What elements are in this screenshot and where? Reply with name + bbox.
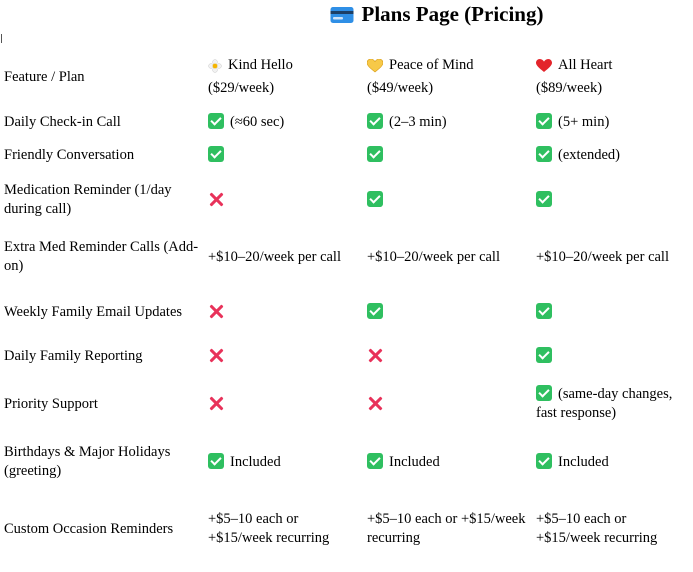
table-row xyxy=(0,342,693,370)
plan-cell xyxy=(363,342,532,370)
cell-text: (≈60 sec) xyxy=(230,113,285,130)
feature-label: Daily Check-in Call xyxy=(4,113,121,130)
yellow-heart-icon xyxy=(367,59,383,73)
cell-text: Included xyxy=(389,453,440,470)
table-row xyxy=(0,282,693,342)
plan-cell: +$5–10 each or +$15/week recurring xyxy=(208,511,330,546)
cross-icon xyxy=(367,395,383,411)
plan-cell xyxy=(532,142,693,168)
table-row xyxy=(0,102,693,142)
plan-name: Kind Hello xyxy=(228,57,293,74)
plan-cell xyxy=(363,168,532,232)
plan-cell xyxy=(532,342,693,370)
check-icon xyxy=(208,453,224,469)
check-icon xyxy=(367,303,383,319)
plan-cell xyxy=(204,168,363,232)
check-icon xyxy=(536,191,552,207)
plan-price: ($49/week) xyxy=(367,79,434,96)
plan-cell xyxy=(363,142,532,168)
check-icon xyxy=(208,113,224,129)
plan-cell xyxy=(204,370,363,438)
feature-label: Custom Occasion Reminders xyxy=(4,520,174,537)
cell-text: Included xyxy=(230,453,281,470)
plan-name: All Heart xyxy=(558,57,613,74)
cell-text: (same-day changes, fast response) xyxy=(536,386,673,421)
header-row xyxy=(0,52,693,102)
plan-name: Peace of Mind xyxy=(389,57,474,74)
plan-header-kind-hello xyxy=(204,52,363,102)
plan-cell: +$10–20/week per call xyxy=(208,248,341,265)
table-row xyxy=(0,168,693,232)
check-icon xyxy=(536,146,552,162)
plan-cell: +$5–10 each or +$15/week recurring xyxy=(536,511,658,546)
cross-icon xyxy=(367,347,383,363)
cell-text: (5+ min) xyxy=(558,113,610,130)
plan-cell xyxy=(532,168,693,232)
cell-text: (2–3 min) xyxy=(389,113,447,130)
cross-icon xyxy=(208,395,224,411)
check-icon xyxy=(536,303,552,319)
check-icon xyxy=(208,146,224,162)
plan-cell xyxy=(363,370,532,438)
feature-plan-header: Feature / Plan xyxy=(4,68,85,85)
plan-cell xyxy=(532,282,693,342)
plan-cell xyxy=(363,102,532,142)
plan-cell xyxy=(532,438,693,486)
feature-label: Birthdays & Major Holidays (greeting) xyxy=(4,444,171,479)
plan-cell xyxy=(532,370,693,438)
feature-label: Extra Med Reminder Calls (Add-on) xyxy=(4,239,199,274)
feature-label: Weekly Family Email Updates xyxy=(4,303,183,320)
plan-header-all-heart xyxy=(532,52,693,102)
cell-text: (extended) xyxy=(558,146,620,163)
credit-card-icon xyxy=(330,6,354,24)
check-icon xyxy=(536,347,552,363)
cross-icon xyxy=(208,303,224,319)
plan-cell xyxy=(363,282,532,342)
pricing-table xyxy=(0,52,693,572)
plan-price: ($29/week) xyxy=(208,79,275,96)
plan-cell xyxy=(204,282,363,342)
check-icon xyxy=(367,113,383,129)
title-container xyxy=(150,2,544,27)
plan-header-peace-of-mind xyxy=(363,52,532,102)
daisy-icon xyxy=(208,59,222,73)
plan-cell xyxy=(204,438,363,486)
check-icon xyxy=(367,191,383,207)
table-row xyxy=(0,438,693,486)
text-cursor xyxy=(1,34,2,43)
feature-label: Medication Reminder (1/day during call) xyxy=(4,182,172,217)
check-icon xyxy=(536,113,552,129)
feature-label: Friendly Conversation xyxy=(4,146,135,163)
plan-cell xyxy=(204,342,363,370)
cross-icon xyxy=(208,347,224,363)
feature-label: Priority Support xyxy=(4,395,98,412)
plan-cell xyxy=(204,102,363,142)
table-row xyxy=(0,142,693,168)
page-title: Plans Page (Pricing) xyxy=(361,2,544,26)
plan-cell: +$10–20/week per call xyxy=(367,248,500,265)
check-icon xyxy=(367,146,383,162)
check-icon xyxy=(536,385,552,401)
plan-cell: +$5–10 each or +$15/week recurring xyxy=(367,511,526,546)
table-row xyxy=(0,370,693,438)
plan-cell xyxy=(363,438,532,486)
plan-cell xyxy=(532,102,693,142)
red-heart-icon xyxy=(536,59,552,73)
plan-cell xyxy=(204,142,363,168)
check-icon xyxy=(536,453,552,469)
title-row xyxy=(0,2,693,26)
feature-label: Daily Family Reporting xyxy=(4,347,143,364)
cell-text: Included xyxy=(558,453,609,470)
cross-icon xyxy=(208,191,224,207)
plan-cell: +$10–20/week per call xyxy=(536,248,669,265)
plan-price: ($89/week) xyxy=(536,79,603,96)
check-icon xyxy=(367,453,383,469)
table-row xyxy=(0,232,693,282)
table-row xyxy=(0,486,693,572)
